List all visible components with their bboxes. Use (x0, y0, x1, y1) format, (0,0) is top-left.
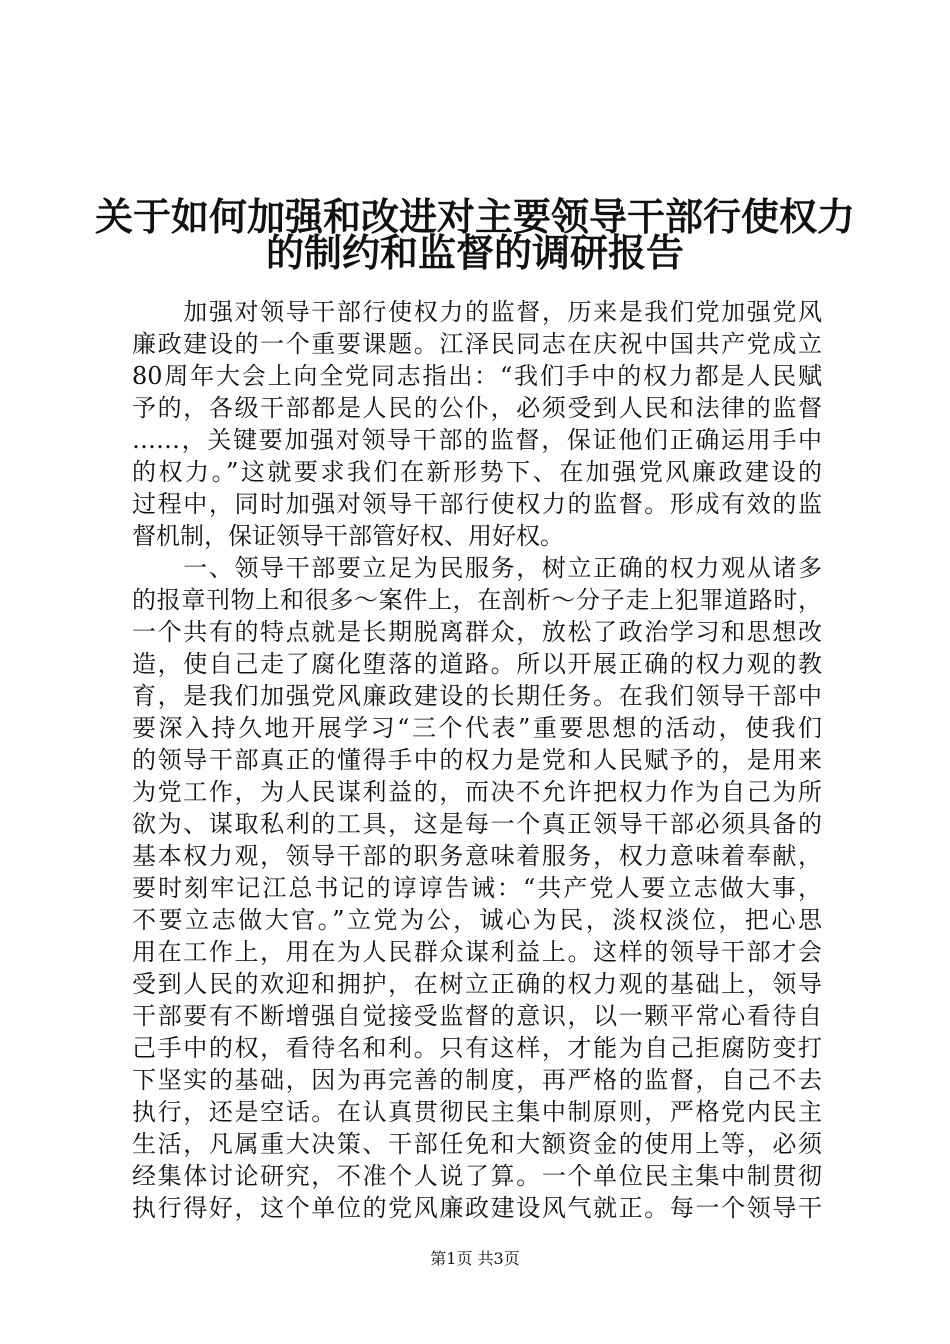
body-line: 执行，还是空话。在认真贯彻民主集中制原则，严格党内民主 (132, 1098, 822, 1126)
body-line: 一、领导干部要立足为民服务，树立正确的权力观从诸多 (132, 554, 822, 582)
body-line: 造，使自己走了腐化堕落的道路。所以开展正确的权力观的教 (132, 650, 822, 678)
document-title-line-2: 的制约和监督的调研报告 (265, 230, 684, 275)
body-line: 不要立志做大官。”立党为公，诚心为民，淡权淡位，把心思 (132, 906, 822, 934)
body-line: 干部要有不断增强自觉接受监督的意识，以一颗平常心看待自 (132, 1002, 822, 1030)
document-title-line-1: 关于如何加强和改进对主要领导干部行使权力 (94, 194, 855, 239)
body-line: 下坚实的基础，因为再完善的制度，再严格的监督，自己不去 (132, 1066, 822, 1094)
body-line: 执行得好，这个单位的党风廉政建设风气就正。每一个领导干 (132, 1194, 822, 1222)
page-footer: 第1页 共3页 (430, 1249, 520, 1268)
body-line: 的权力。”这就要求我们在新形势下、在加强党风廉政建设的 (132, 458, 822, 486)
body-line: 受到人民的欢迎和拥护，在树立正确的权力观的基础上，领导 (132, 970, 822, 998)
body-line: 廉政建设的一个重要课题。江泽民同志在庆祝中国共产党成立 (132, 330, 822, 358)
body-line: ……，关键要加强对领导干部的监督，保证他们正确运用手中 (132, 426, 822, 454)
body-line: 80周年大会上向全党同志指出：“我们手中的权力都是人民赋 (132, 362, 822, 390)
body-line: 予的，各级干部都是人民的公仆，必须受到人民和法律的监督 (132, 394, 822, 422)
body-line: 基本权力观，领导干部的职务意味着服务，权力意味着奉献， (132, 842, 822, 870)
body-line: 为党工作，为人民谋利益的，而决不允许把权力作为自己为所 (132, 778, 822, 806)
body-line: 用在工作上，用在为人民群众谋利益上。这样的领导干部才会 (132, 938, 822, 966)
body-line: 要时刻牢记江总书记的谆谆告诫：“共产党人要立志做大事， (132, 874, 822, 902)
body-line: 经集体讨论研究，不准个人说了算。一个单位民主集中制贯彻 (132, 1162, 822, 1190)
body-line: 要深入持久地开展学习“三个代表”重要思想的活动，使我们 (132, 714, 822, 742)
document-body (132, 296, 822, 1224)
body-line: 督机制，保证领导干部管好权、用好权。 (132, 522, 564, 550)
body-line: 一个共有的特点就是长期脱离群众，放松了政治学习和思想改 (132, 618, 822, 646)
body-line: 育，是我们加强党风廉政建设的长期任务。在我们领导干部中 (132, 682, 822, 710)
body-line: 过程中，同时加强对领导干部行使权力的监督。形成有效的监 (132, 490, 822, 518)
body-line: 加强对领导干部行使权力的监督，历来是我们党加强党风 (132, 298, 822, 326)
body-line: 欲为、谋取私利的工具，这是每一个真正领导干部必须具备的 (132, 810, 822, 838)
body-line: 的报章刊物上和很多～案件上，在剖析～分子走上犯罪道路时， (132, 586, 822, 614)
body-line: 的领导干部真正的懂得手中的权力是党和人民赋予的，是用来 (132, 746, 822, 774)
body-line: 己手中的权，看待名和利。只有这样，才能为自己拒腐防变打 (132, 1034, 822, 1062)
body-line: 生活，凡属重大决策、干部任免和大额资金的使用上等，必须 (132, 1130, 822, 1158)
